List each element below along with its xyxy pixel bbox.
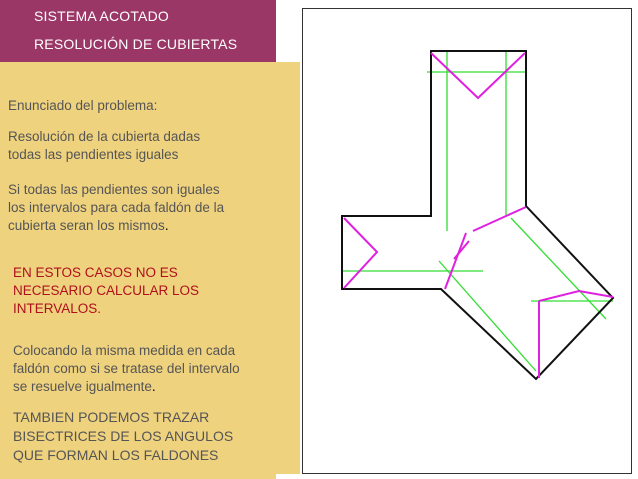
- green-diagonal-lower: [439, 261, 536, 371]
- magenta-left-hip: [344, 218, 377, 288]
- colocando-paragraph: Colocando la misma medida en cada faldón como si se tratase del intervalo se resuelve igualmente.: [13, 343, 240, 394]
- header-title-line2: RESOLUCIÓN DE CUBIERTAS: [34, 36, 238, 52]
- roof-plan-svg: [303, 9, 633, 475]
- green-diagonal-upper: [511, 218, 606, 319]
- roof-drawing: [302, 8, 632, 474]
- roof-outline: [342, 51, 613, 379]
- pendientes-paragraph: Si todas las pendientes son iguales los intervalos para cada faldón de la cubierta seran los mismos.: [8, 182, 225, 233]
- magenta-top-valley: [431, 53, 525, 98]
- magenta-upper-ridge: [473, 207, 526, 231]
- red-note: EN ESTOS CASOS NO ES NECESARIO CALCULAR LOS INTERVALOS.: [13, 265, 200, 316]
- enunciado-label: Enunciado del problema:: [8, 98, 158, 113]
- resolucion-paragraph: Resolución de la cubierta dadas todas las pendientes iguales: [8, 129, 201, 162]
- header-banner: [0, 0, 276, 62]
- tambien-paragraph: TAMBIEN PODEMOS TRAZAR BISECTRICES DE LOS ANGULOS QUE FORMAN LOS FALDONES: [13, 409, 234, 463]
- magenta-right-hip: [539, 291, 613, 301]
- header-title-line1: SISTEMA ACOTADO: [34, 8, 169, 24]
